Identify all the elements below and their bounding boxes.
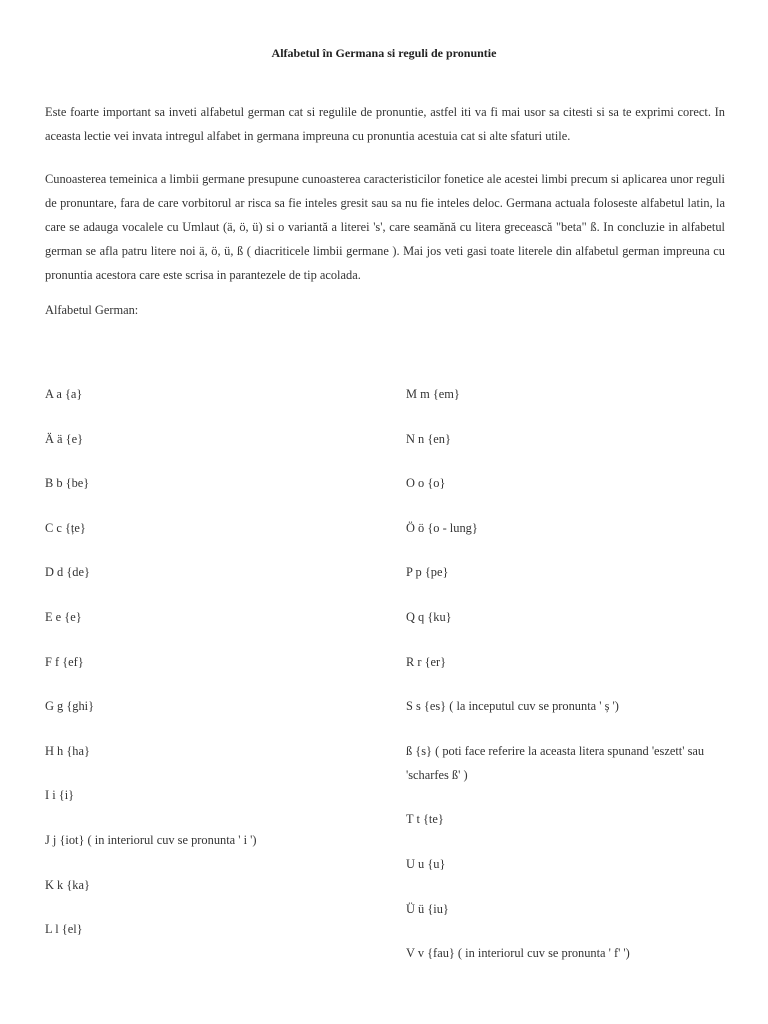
alphabet-entry: Ü ü {iu} xyxy=(406,901,449,916)
alphabet-entry: M m {em} xyxy=(406,387,460,401)
alphabet-entry: Ä ä {e} xyxy=(45,431,84,446)
intro-paragraph: Este foarte important sa inveti alfabetul german cat si regulile de pronuntie, astfel iti va fi mai usor sa citesti si sa te exprimi corect. In aceasta lectie vei invata intregul alfabet in germana impreuna cu pronuntia acestuia cat si alte sfaturi utile. xyxy=(45,105,725,143)
alphabet-entry: ß {s} ( poti face referire la aceasta litera spunand 'eszett' sau 'scharfes ß' ) xyxy=(406,743,705,782)
alphabet-section-label: Alfabetul German: xyxy=(45,303,139,317)
alphabet-entry: O o {o} xyxy=(406,476,446,491)
alphabet-entry: U u {u} xyxy=(406,856,446,871)
alphabet-entry: G g {ghi} xyxy=(45,699,95,714)
alphabet-entry: N n {en} xyxy=(406,431,451,446)
alphabet-entry: S s {es} ( la inceputul cuv se pronunta ' ș ') xyxy=(406,699,619,714)
alphabet-entry: F f {ef} xyxy=(45,654,84,669)
phonetics-paragraph: Cunoasterea temeinica a limbii germane presupune cunoasterea caracteristicilor fonetice ale acestei limbi precum si aplicarea unor reguli de pronuntare, fara de care vorbitorul ar risca sa fie inteles gresit sau sa nu fie inteles deloc. Germana actuala foloseste alfabetul latin, la care se adauga vocalele cu Umlaut (ä, ö, ü) si o variantă a literei 's', care seamănă cu litera grecească "beta" ß. In concluzie in alfabetul german se afla patru litere noi ä, ö, ü, ß ( diacriticele limbii germane ). Mai jos veti gasi toate literele din alfabetul german impreuna cu pronuntia acestora care este scrisa in parantezele de tip acolada. xyxy=(45,172,725,282)
alphabet-entry: D d {de} xyxy=(45,565,90,580)
alphabet-list-right xyxy=(406,382,736,986)
alphabet-entry: B b {be} xyxy=(45,476,90,491)
alphabet-entry: C c {țe} xyxy=(45,520,86,535)
alphabet-entry: K k {ka} xyxy=(45,877,90,892)
alphabet-entry: A a {a} xyxy=(45,387,83,401)
alphabet-entry: V v {fau} ( in interiorul cuv se pronunta ' f' ') xyxy=(406,946,630,961)
alphabet-entry: H h {ha} xyxy=(45,743,90,758)
alphabet-entry: T t {te} xyxy=(406,812,444,827)
alphabet-entry: R r {er} xyxy=(406,654,447,669)
alphabet-entry: E e {e} xyxy=(45,609,82,624)
alphabet-entry: I i {i} xyxy=(45,788,75,803)
alphabet-entry: P p {pe} xyxy=(406,565,449,580)
document-title: Alfabetul în Germana si reguli de pronuntie xyxy=(271,46,497,60)
alphabet-entry: J j {iot} ( in interiorul cuv se pronunta ' i ') xyxy=(45,832,257,847)
alphabet-entry: L l {el} xyxy=(45,922,83,937)
alphabet-entry: Ö ö {o - lung} xyxy=(406,520,478,535)
alphabet-entry: Q q {ku} xyxy=(406,609,452,624)
alphabet-list-left xyxy=(45,382,365,962)
